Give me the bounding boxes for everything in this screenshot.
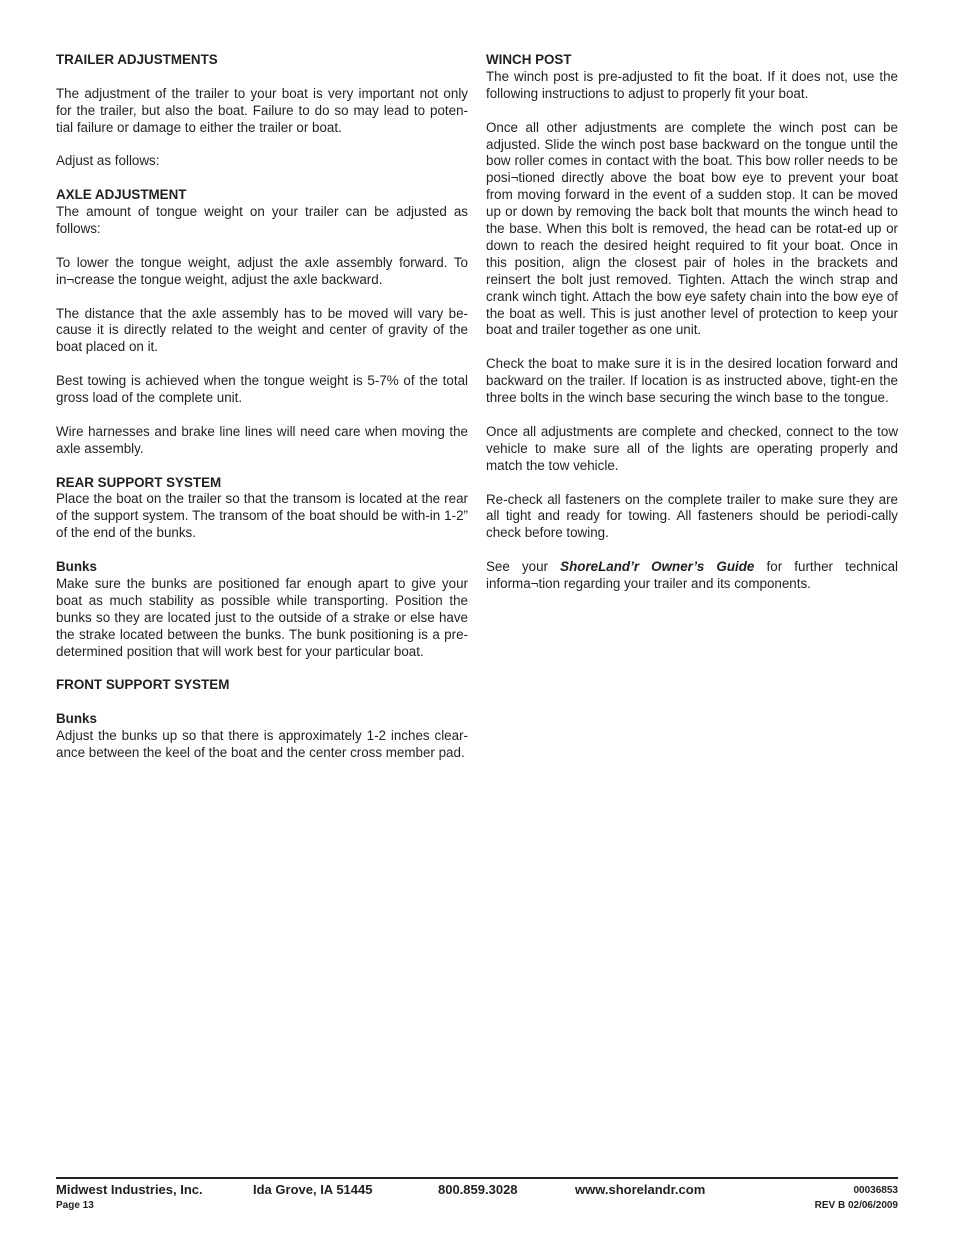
paragraph: To lower the tongue weight, adjust the axle assembly forward. To in¬crease the tongue weight, adjust the axle backward.: [56, 254, 468, 287]
paragraph-owners-guide: [486, 559, 898, 593]
section-heading-trailer-adjustments: TRAILER ADJUSTMENTS: [56, 52, 218, 67]
paragraph: The amount of tongue weight on your trailer can be adjusted as follows:: [56, 204, 468, 237]
paragraph: Make sure the bunks are positioned far enough apart to give your boat as much stability as possible while transporting. Position the bunks so they are located just to the outside of a strake or else have the strake located between the bunks. The bunk positioning is a pre-determined position that will work best for your particular boat.: [56, 575, 468, 659]
subheading-bunks: Bunks: [56, 711, 97, 727]
owners-guide-title: ShoreLand’r Owner’s Guide: [560, 559, 755, 575]
footer-phone: 800.859.3028: [438, 1182, 518, 1197]
footer-page-number: Page 13: [56, 1200, 94, 1211]
section-heading-front-support: FRONT SUPPORT SYSTEM: [56, 677, 230, 693]
section-heading-axle-adjustment: AXLE ADJUSTMENT: [56, 187, 187, 203]
footer-location: Ida Grove, IA 51445: [253, 1182, 373, 1197]
footer-divider: [56, 1177, 898, 1179]
section-heading-rear-support: REAR SUPPORT SYSTEM: [56, 474, 222, 490]
text-run: for further technical informa¬tion regarding your trailer and its components.: [486, 559, 898, 592]
paragraph: Check the boat to make sure it is in the desired location forward and backward on the trailer. If location is as instructed above, tight-en the three bolts in the winch base securing the winch base to the tongue.: [486, 356, 898, 406]
right-column: [486, 52, 898, 610]
footer-website: www.shorelandr.com: [575, 1182, 706, 1197]
subheading-bunks: Bunks: [56, 559, 97, 575]
paragraph: Adjust the bunks up so that there is approximately 1-2 inches clear-ance between the keel of the boat and the center cross member pad.: [56, 728, 468, 760]
section-heading-winch-post: WINCH POST: [486, 52, 572, 67]
page-footer: [56, 1182, 898, 1214]
paragraph: Re-check all fasteners on the complete trailer to make sure they are all tight and ready for towing. All fasteners should be periodi-cally check before towing.: [486, 491, 898, 541]
paragraph: Wire harnesses and brake line lines will need care when moving the axle assembly.: [56, 423, 468, 456]
paragraph: Once all adjustments are complete and checked, connect to the tow vehicle to make sure all of the lights are operating properly and match the tow vehicle.: [486, 423, 898, 473]
footer-doc-number: 00036853: [853, 1185, 898, 1196]
footer-company: Midwest Industries, Inc.: [56, 1182, 203, 1197]
paragraph: The adjustment of the trailer to your boat is very important not only for the trailer, but also the boat. Failure to do so may lead to poten-tial failure or damage to either the trailer or boat.: [56, 85, 468, 135]
paragraph: The winch post is pre-adjusted to fit the boat. If it does not, use the following instructions to adjust to properly fit your boat.: [486, 68, 898, 101]
left-column: [56, 52, 468, 779]
paragraph: Best towing is achieved when the tongue weight is 5-7% of the total gross load of the complete unit.: [56, 373, 468, 406]
text-run: See your: [486, 559, 561, 575]
footer-revision: REV B 02/06/2009: [814, 1200, 898, 1211]
paragraph: Once all other adjustments are complete the winch post can be adjusted. Slide the winch post base backward on the tongue until the bow roller comes in contact with the boat. This bow roller needs to be posi¬tioned directly above the boat bow eye to prevent your boat from moving forward in the event of a sudden stop. It can be moved up or down by removing the back bolt that mounts the winch head to the base. When this bolt is removed, the head can be rotat-ed up or down to reach the desired height required to fit your boat. Once in this position, align the closest pair of holes in the brackets and reinsert the bolt just removed. Tighten. Attach the winch strap and crank winch tight. Attach the bow eye safety chain into the bow eye of the boat as well. This is just another level of protection to keep your boat and trailer together as one unit.: [486, 119, 898, 338]
paragraph: Place the boat on the trailer so that the transom is located at the rear of the support system. The transom of the boat should be with-in 1-2” of the end of the bunks.: [56, 491, 468, 541]
paragraph: Adjust as follows:: [56, 153, 160, 169]
paragraph: The distance that the axle assembly has to be moved will vary be-cause it is directly related to the weight and center of gravity of the boat placed on it.: [56, 305, 468, 355]
